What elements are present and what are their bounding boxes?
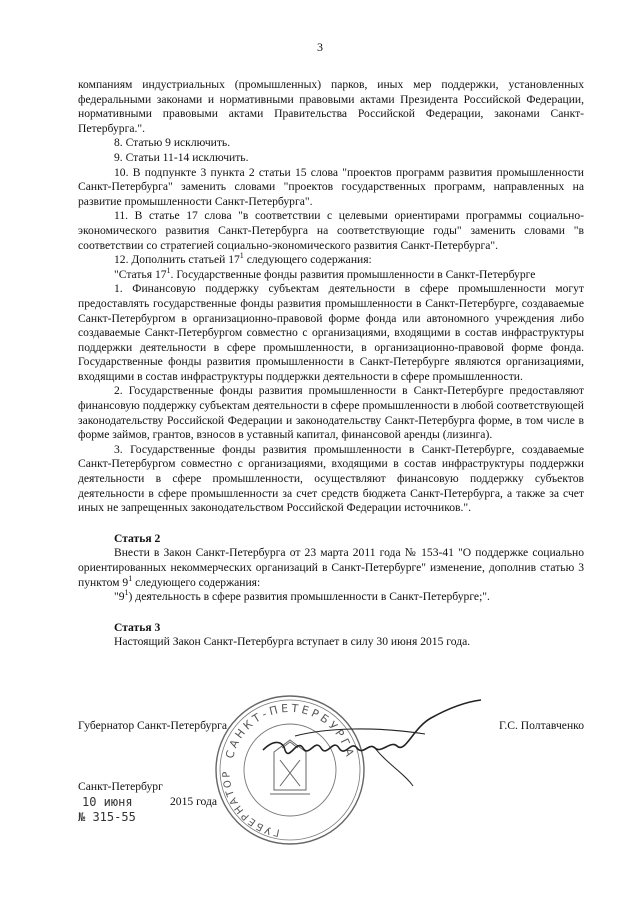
- governor-title: Губернатор Санкт-Петербурга: [78, 719, 228, 732]
- text: "Статья 17: [114, 267, 167, 281]
- superscript: 1: [124, 588, 129, 598]
- governor-name: Г.С. Полтавченко: [498, 719, 584, 732]
- text: следующего содержания:: [132, 575, 261, 589]
- seal-text-left: ГУБЕРНАТОР: [221, 769, 281, 838]
- date-line: [78, 795, 318, 810]
- paragraph: 8. Статью 9 исключить.: [114, 136, 231, 150]
- paragraph: [78, 253, 584, 268]
- document-footer: [78, 780, 318, 824]
- paragraph: 2. Государственные фонды развития промышленности в Санкт-Петербурге предоставляют финансовую поддержку субъектам деятельности в сфере промышленности в любой соответствующей законодательству Российской Федерации и законодательству Санкт-Петербурга форме, в том числе в форме займов, грантов, взносов в уставный капитал, финансовой аренды (лизинга).: [78, 384, 584, 442]
- superscript: 1: [128, 573, 133, 583]
- superscript: 1: [239, 251, 244, 261]
- text: 12. Дополнить статьей 17: [114, 253, 240, 267]
- article-3-heading: Статья 3: [114, 620, 161, 634]
- paragraph: 1. Финансовую поддержку субъектам деятельности в сфере промышленности могут предоставлять государственные фонды развития промышленности в Санкт-Петербурге, создаваемые Санкт-Петербургом в организационно-правовой форме фонда или автономного учреждения либо создаваемые Санкт-Петербургом совместно с организациями, входящими в состав инфраструктуры поддержки деятельности в сфере промышленности, в организационно-правовой форме фонда. Государственные фонды развития промышленности в Санкт-Петербурге являются организациями, входящими в состав инфраструктуры поддержки деятельности в сфере промышленности.: [78, 282, 584, 383]
- superscript: 1: [166, 265, 171, 275]
- paragraph: [78, 546, 584, 590]
- text: следующего содержания:: [243, 253, 372, 267]
- text: . Государственные фонды развития промышленности в Санкт-Петербурге: [170, 267, 536, 281]
- city-label: Санкт-Петербург: [78, 780, 163, 793]
- paragraph: Настоящий Закон Санкт-Петербурга вступает в силу 30 июня 2015 года.: [114, 635, 471, 649]
- article-2-heading: Статья 2: [114, 531, 161, 545]
- date-handwritten: 10 июня: [82, 794, 133, 809]
- article-17-1-title: [78, 265, 584, 283]
- paragraph: компаниям индустриальных (промышленных) парков, иных мер поддержки, установленных федеральными законами и нормативными правовыми актами Президента Российской Федерации, нормативными правовыми актами Правительства Российской Федерации, законами Санкт-Петербурга.".: [78, 78, 584, 135]
- paragraph: [78, 590, 584, 605]
- seal-text-top: САНКТ-ПЕТЕРБУРГА: [223, 701, 357, 761]
- text: "9: [114, 590, 125, 604]
- law-number: № 315-55: [78, 809, 136, 824]
- text: ) деятельность в сфере развития промышленности в Санкт-Петербурге;".: [128, 590, 490, 604]
- paragraph: 10. В подпункте 3 пункта 2 статьи 15 слова "проектов программ развития промышленности Санкт-Петербурга" заменить словами "проектов государственных программ, направленных на развитие промышленности Санкт-Петербурга".: [78, 165, 584, 208]
- text: Внести в Закон Санкт-Петербурга от 23 марта 2011 года № 153-41 "О поддержке социально ориентированных некоммерческих организаций в Санкт-Петербурге" изменение, дополнив статью 3 пунктом 9: [78, 546, 584, 589]
- year-label: 2015 года: [170, 794, 218, 808]
- paragraph: 11. В статье 17 слова "в соответствии с целевыми ориентирами программы социально-экономического развития Санкт-Петербурга на соответствующие годы" заменить словами "в соответствии со стратегией социально-экономического развития Санкт-Петербурга".: [78, 209, 584, 252]
- document-body: [78, 78, 584, 650]
- page-number: 3: [317, 40, 323, 54]
- paragraph: 9. Статьи 11-14 исключить.: [114, 150, 249, 164]
- paragraph: 3. Государственные фонды развития промышленности в Санкт-Петербурге, создаваемые Санкт-Петербургом совместно с организациями, входящими в состав инфраструктуры поддержки деятельности в сфере промышленности, осуществляют финансовую поддержку субъектов деятельности в сфере промышленности за счет средств бюджета Санкт-Петербурга, а также за счет иных не запрещенных законодательством Российской Федерации источников.".: [78, 442, 584, 515]
- signature-icon: [255, 698, 485, 788]
